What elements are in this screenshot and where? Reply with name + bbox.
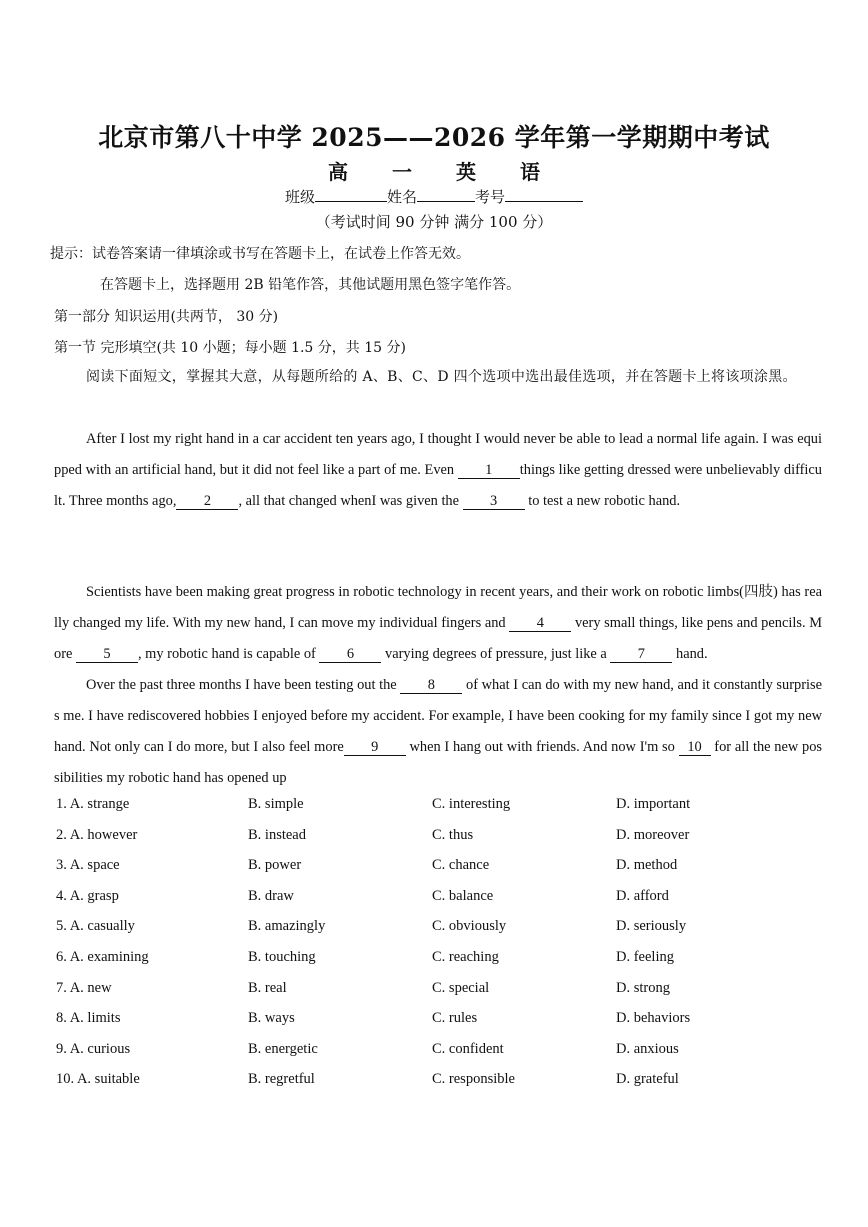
option-c: C. responsible: [432, 1071, 515, 1088]
instruction-text: 阅读下面短文，掌握其大意，从每题所给的 A、B、C、D 四个选项中选出最佳选项，并在答题卡上将该项涂黑。: [86, 369, 797, 385]
option-d: D. anxious: [616, 1040, 679, 1057]
option-d: D. feeling: [616, 948, 674, 965]
subject-char: 高: [328, 160, 348, 184]
option-b: B. instead: [248, 826, 306, 843]
passage-text: varying degrees of pressure, just like a: [381, 646, 611, 662]
passage-text: things like getting dressed were unbelievably difficult. Three months ago,: [54, 462, 823, 509]
exam-timing: （考试时间 90 分钟 满分 100 分）: [315, 213, 553, 231]
option-a: 8. A. limits: [56, 1010, 121, 1027]
option-a: 1. A. strange: [56, 796, 130, 812]
blank-7: 7: [610, 646, 672, 663]
blank-6: 6: [319, 646, 381, 663]
subject-char: 语: [520, 160, 540, 184]
option-a: 7. A. new: [56, 979, 112, 996]
exam-subject: [0, 156, 868, 185]
option-c: C. confident: [432, 1040, 504, 1057]
option-b: B. regretful: [248, 1071, 315, 1088]
option-a: 2. A. however: [56, 826, 138, 843]
subject-char: 英: [456, 160, 476, 184]
notes-text-2: 在答题卡上，选择题用 2B 铅笔作答，其他试题用黑色签字笔作答。: [100, 277, 521, 293]
question-row: [56, 980, 836, 1011]
passage-paragraph-3: [54, 670, 822, 794]
option-d: D. seriously: [616, 918, 687, 935]
option-d: D. method: [616, 857, 678, 874]
passage-text: After I lost my right hand in a car accident ten years ago, I thought I would never be able to lead a normal life again. I was equipped with an artificial hand, but it did not feel like a part of me. Even: [54, 431, 822, 478]
notes-line-1: [50, 243, 470, 263]
option-d: D. behaviors: [616, 1010, 691, 1027]
passage-text: hand.: [672, 646, 708, 662]
option-d: D. afford: [616, 887, 669, 904]
blank-2: 2: [176, 493, 238, 510]
student-info-fields: [0, 186, 868, 207]
blank-8: 8: [400, 677, 462, 694]
notes-text-1: 试卷答案请一律填涂或书写在答题卡上，在试卷上作答无效。: [92, 246, 470, 262]
option-c: C. interesting: [432, 796, 511, 812]
option-d: D. grateful: [616, 1071, 679, 1088]
blank-9: 9: [344, 739, 406, 756]
question-row: [56, 918, 836, 949]
option-a: 10. A. suitable: [56, 1071, 140, 1088]
option-b: B. touching: [248, 948, 316, 965]
option-c: C. thus: [432, 826, 474, 843]
passage-text: of what I can do with my new hand, and it constantly surprises me. I have rediscovered hobbies I enjoyed before my accident. For example, I have been cooking for my family since I got my new hand. Not only can I do more, but I also feel more: [54, 677, 822, 755]
option-a: 5. A. casually: [56, 918, 135, 935]
option-a: 3. A. space: [56, 857, 120, 874]
passage-text: Scientists have been making great progress in robotic technology in recent years, and their work on robotic limbs(四肢) has really changed my life. With my new hand, I can move my individual fingers and: [54, 584, 822, 631]
option-d: D. moreover: [616, 826, 690, 843]
blank-10: 10: [679, 739, 711, 756]
passage-text: Over the past three months I have been testing out the: [86, 677, 401, 693]
exam-title: 北京市第八十中学 2025——2026 学年第一学期期中考试: [98, 123, 770, 152]
blank-1: 1: [458, 462, 520, 479]
name-blank: [417, 187, 475, 202]
option-c: C. balance: [432, 887, 494, 904]
passage-text: when I hang out with friends. And now I'm so: [405, 739, 679, 755]
option-b: B. energetic: [248, 1040, 318, 1057]
id-label: 考号: [475, 188, 506, 206]
question-row: [56, 796, 836, 827]
passage-paragraph-1: [54, 424, 822, 517]
question-row: [56, 857, 836, 888]
option-a: 9. A. curious: [56, 1040, 131, 1057]
option-b: B. power: [248, 857, 302, 874]
option-b: B. amazingly: [248, 918, 326, 935]
name-label: 姓名: [386, 188, 417, 206]
blank-4: 4: [509, 615, 571, 632]
option-c: C. rules: [432, 1010, 478, 1027]
question-row: [56, 1041, 836, 1072]
question-row: [56, 1010, 836, 1041]
passage-text: , all that changed whenI was given the: [238, 493, 463, 509]
option-d: D. strong: [616, 979, 670, 996]
option-d: D. important: [616, 796, 691, 812]
class-label: 班级: [284, 188, 315, 206]
option-c: C. reaching: [432, 948, 499, 965]
answer-options: [56, 796, 836, 1102]
question-row: [56, 949, 836, 980]
option-b: B. real: [248, 979, 287, 996]
subject-char: 一: [392, 160, 412, 184]
question-row: [56, 888, 836, 919]
class-blank: [315, 187, 387, 202]
option-b: B. draw: [248, 887, 294, 904]
part-heading: 第一部分 知识运用(共两节， 30 分): [54, 309, 279, 325]
option-c: C. chance: [432, 857, 490, 874]
question-row: [56, 827, 836, 858]
option-a: 4. A. grasp: [56, 887, 119, 904]
passage-text: to test a new robotic hand.: [524, 493, 681, 509]
passage-text: , my robotic hand is capable of: [137, 646, 320, 662]
option-c: C. special: [432, 979, 490, 996]
blank-3: 3: [463, 493, 525, 510]
blank-5: 5: [76, 646, 138, 663]
subsection-heading: 第一节 完形填空(共 10 小题；每小题 1.5 分，共 15 分): [54, 340, 406, 356]
option-b: B. simple: [248, 796, 304, 812]
passage-paragraph-2: [54, 577, 822, 670]
option-c: C. obviously: [432, 918, 507, 935]
notes-label: 提示：: [50, 246, 92, 262]
option-b: B. ways: [248, 1010, 295, 1027]
option-a: 6. A. examining: [56, 948, 149, 965]
id-blank: [505, 187, 583, 202]
passage-text: for all the new possibilities my robotic hand has opened up: [54, 739, 822, 786]
question-row: [56, 1071, 836, 1102]
passage-text: very small things, like pens and pencils. More: [54, 615, 822, 662]
